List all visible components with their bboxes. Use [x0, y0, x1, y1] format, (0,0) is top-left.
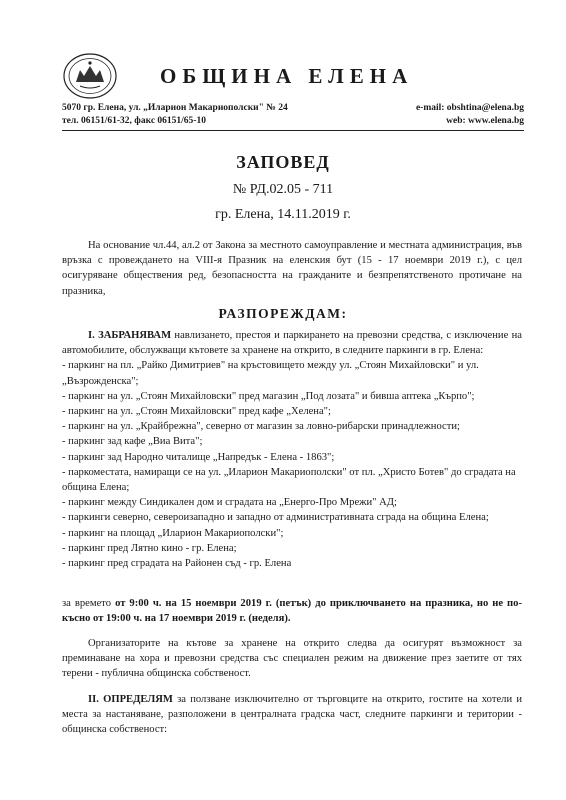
section-2-lead: II. ОПРЕДЕЛЯМ — [88, 694, 173, 705]
municipality-name: ОБЩИНА ЕЛЕНА — [160, 64, 414, 88]
list-item: - паркинг пред Лятно кино - гр. Елена; — [62, 542, 237, 554]
place-date: гр. Елена, 14.11.2019 г. — [215, 207, 351, 222]
period-prefix: за времето — [62, 598, 116, 609]
organizers-paragraph: Организаторите на кътове за хранене на открито следва да осигурят възможност за преминаване на хора и превозни средства със специален режим на движение през заетите от тях терени - публична общинска собственост. — [62, 638, 522, 680]
email: e-mail: obshtina@elena.bg — [415, 103, 524, 113]
header-divider — [62, 130, 524, 131]
phone-fax: тел. 06151/61-32, факс 06151/65-10 — [62, 116, 206, 126]
website: web: www.elena.bg — [446, 116, 524, 126]
list-item: - паркоместата, намиращи се на ул. „Иларион Макариополски" от пл. „Христо Ботев" до сградата на община Елена; — [62, 466, 516, 494]
document-number: № РД.02.05 - 711 — [232, 182, 334, 197]
document-title: ЗАПОВЕД — [236, 152, 330, 172]
section-1 — [62, 328, 522, 571]
period-paragraph — [62, 596, 522, 626]
period-dates: от 9:00 ч. на 15 ноември 2019 г. (петък) до приключването на празника, но не по-късно от 19:00 ч. на 17 ноември 2019 г. (неделя). — [62, 598, 522, 625]
section-2-text: за ползване изключително от търговците на открито, гостите на хотели и места за настаняване, разположени в централната градска част, следните паркинги и територии - общинска собственост: — [62, 694, 522, 736]
list-item: - паркинг на ул. „Стоян Михайловски" пред кафе „Хелена"; — [62, 406, 331, 418]
list-item: - паркинг зад кафе „Виа Вита"; — [62, 436, 203, 448]
list-item: - паркинг между Синдикален дом и сградата на „Енерго-Про Мрежи" АД; — [62, 497, 397, 509]
section-2 — [62, 692, 522, 738]
section-1-lead: I. ЗАБРАНЯВАМ — [88, 330, 172, 341]
order-heading: РАЗПОРЕЖДАМ: — [218, 306, 348, 321]
section-1-intro — [62, 328, 522, 358]
preamble: На основание чл.44, ал.2 от Закона за местното самоуправление и местната администрация, във връзка с провеждането на VIII-я Празник на еленския бут (15 - 17 ноември 2019 г.), с цел осигуряване обществения ред, безопасността на гражданите и безпрепятственото протичане на празника, — [62, 240, 522, 297]
list-item: - паркинги северно, североизападно и западно от административната сграда на община Елена; — [62, 512, 489, 524]
list-item: - паркинг на площад „Иларион Макариополски"; — [62, 527, 284, 539]
list-item: - паркинг на ул. „Крайбрежна", северно от магазин за ловно-рибарски принадлежности; — [62, 421, 460, 433]
list-item: - паркинг зад Народно читалище „Напредък - Елена - 1863"; — [62, 451, 335, 463]
contact-right — [416, 102, 524, 128]
address: 5070 гр. Елена, ул. „Иларион Макариополски" № 24 — [62, 103, 288, 113]
list-item: - паркинг на ул. „Стоян Михайловски" пред магазин „Под лозата" и бивша аптека „Кърпо"; — [62, 390, 475, 402]
list-item: - паркинг пред сградата на Районен съд - гр. Елена — [62, 558, 292, 570]
parking-list — [62, 358, 522, 571]
list-item: - паркинг на пл. „Райко Димитриев" на кръстовището между ул. „Стоян Михайловски" и ул. „Възрожденска"; — [62, 360, 479, 387]
contact-left — [62, 102, 288, 128]
coat-of-arms-icon — [62, 52, 118, 100]
section-1-text: навлизането, престоя и паркирането на превозни средства, с изключение на автомобилите, обслужващи кътовете за хранене на открито, в следните паркинги в гр. Елена: — [62, 330, 523, 357]
